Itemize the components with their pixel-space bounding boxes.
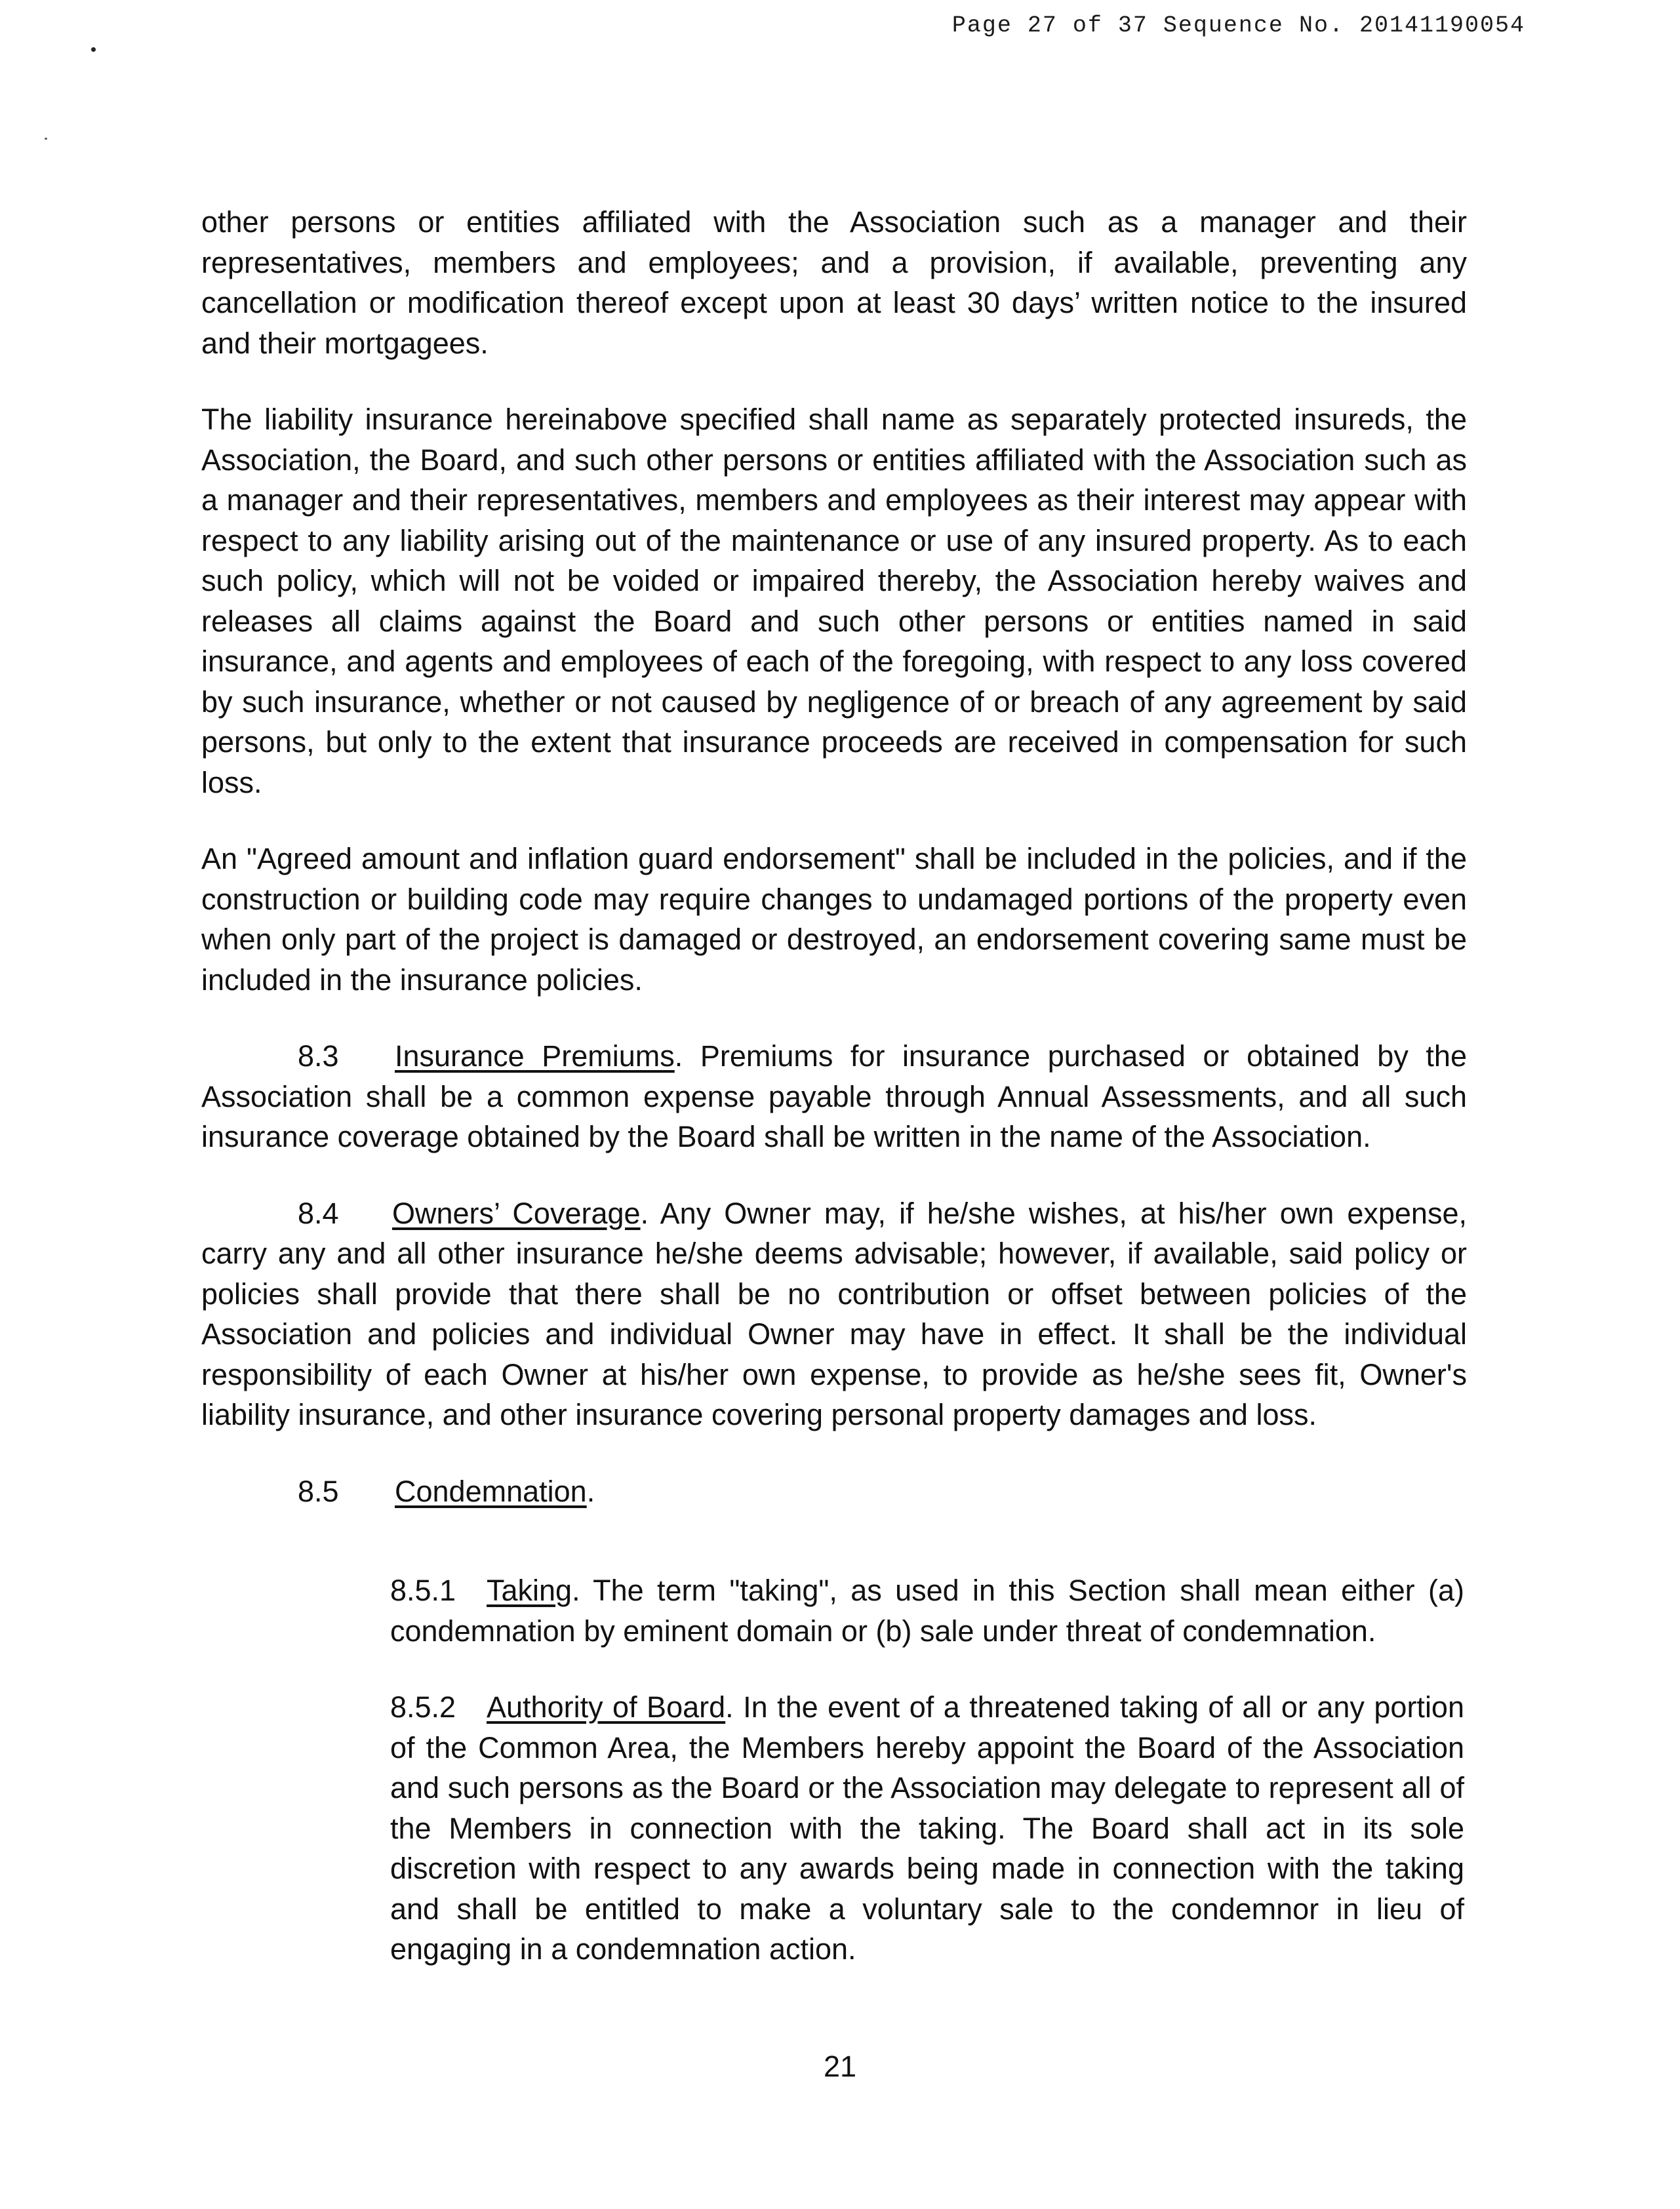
section-text: . Any Owner may, if he/she wishes, at his/her own expense, carry any and all other insurance he/she deems advisable; however, if available, said policy or policies shall provide that there shall be no contribution or offset between policies of the Association and policies and individual Owner may have in effect. It shall be the individual responsibility of each Owner at his/her own expense, to provide as he/she sees fit, Owner's liability insurance, and other insurance covering personal property damages and loss. bbox=[201, 1196, 1467, 1431]
section-8-4 bbox=[201, 1193, 1467, 1435]
subsection-number: 8.5.2 bbox=[390, 1690, 456, 1724]
subsection-text: . The term "taking", as used in this Section shall mean either (a) condemnation by eminent domain or (b) sale under threat of condemnation. bbox=[390, 1574, 1464, 1648]
fax-header: Page 27 of 37 Sequence No. 20141190054 bbox=[951, 12, 1525, 39]
section-text: . bbox=[586, 1474, 595, 1508]
section-number: 8.4 bbox=[298, 1196, 339, 1230]
document-body bbox=[201, 202, 1467, 2006]
section-number: 8.5 bbox=[298, 1474, 339, 1508]
paragraph-continuation: other persons or entities affiliated with the Association such as a manager and their representatives, members and employees; and a provision, if available, preventing any cancellation or modification thereof except upon at least 30 days’ written notice to the insured and their mortgagees. bbox=[201, 205, 1467, 360]
page-number: 21 bbox=[823, 2050, 857, 2083]
section-number: 8.3 bbox=[298, 1039, 339, 1073]
section-text: . Premiums for insurance purchased or obtained by the Association shall be a common expense payable through Annual Assessments, and all such insurance coverage obtained by the Board shall be written in the name of the Association. bbox=[201, 1039, 1467, 1153]
section-title: Owners’ Coverage bbox=[392, 1196, 641, 1230]
paragraph-liability-insurance: The liability insurance hereinabove specified shall name as separately protected insureds, the Association, the Board, and such other persons or entities affiliated with the Association such as a manager and their representatives, members and employees as their interest may appear with respect to any liability arising out of the maintenance or use of any insured property. As to each such policy, which will not be voided or impaired thereby, the Association hereby waives and releases all claims against the Board and such other persons or entities named in said insurance, and agents and employees of each of the foregoing, with respect to any loss covered by such insurance, whether or not caused by negligence of or breach of any agreement by said persons, but only to the extent that insurance proceeds are received in compensation for such loss. bbox=[201, 403, 1467, 799]
section-8-5-2 bbox=[390, 1687, 1464, 1970]
subsection-title: Taking bbox=[487, 1574, 572, 1607]
scan-speck bbox=[45, 138, 47, 140]
subsection-number: 8.5.1 bbox=[390, 1574, 456, 1607]
paragraph-agreed-amount: An "Agreed amount and inflation guard endorsement" shall be included in the policies, and if the construction or building code may require changes to undamaged portions of the property even when only part of the project is damaged or destroyed, an endorsement covering same must be included in the insurance policies. bbox=[201, 842, 1467, 997]
section-title: Insurance Premiums bbox=[395, 1039, 675, 1073]
scan-speck bbox=[91, 47, 96, 52]
section-8-5-1 bbox=[390, 1570, 1464, 1651]
subsection-title: Authority of Board bbox=[487, 1690, 726, 1724]
subsection-text: . In the event of a threatened taking of all or any portion of the Common Area, the Members hereby appoint the Board of the Association and such persons as the Board or the Association may delegate to represent all of the Members in connection with the taking. The Board shall act in its sole discretion with respect to any awards being made in connection with the taking and shall be entitled to make a voluntary sale to the condemnor in lieu of engaging in a condemnation action. bbox=[390, 1690, 1464, 1966]
section-8-3 bbox=[201, 1036, 1467, 1157]
section-title: Condemnation bbox=[395, 1474, 587, 1508]
section-8-5 bbox=[201, 1471, 1467, 1512]
